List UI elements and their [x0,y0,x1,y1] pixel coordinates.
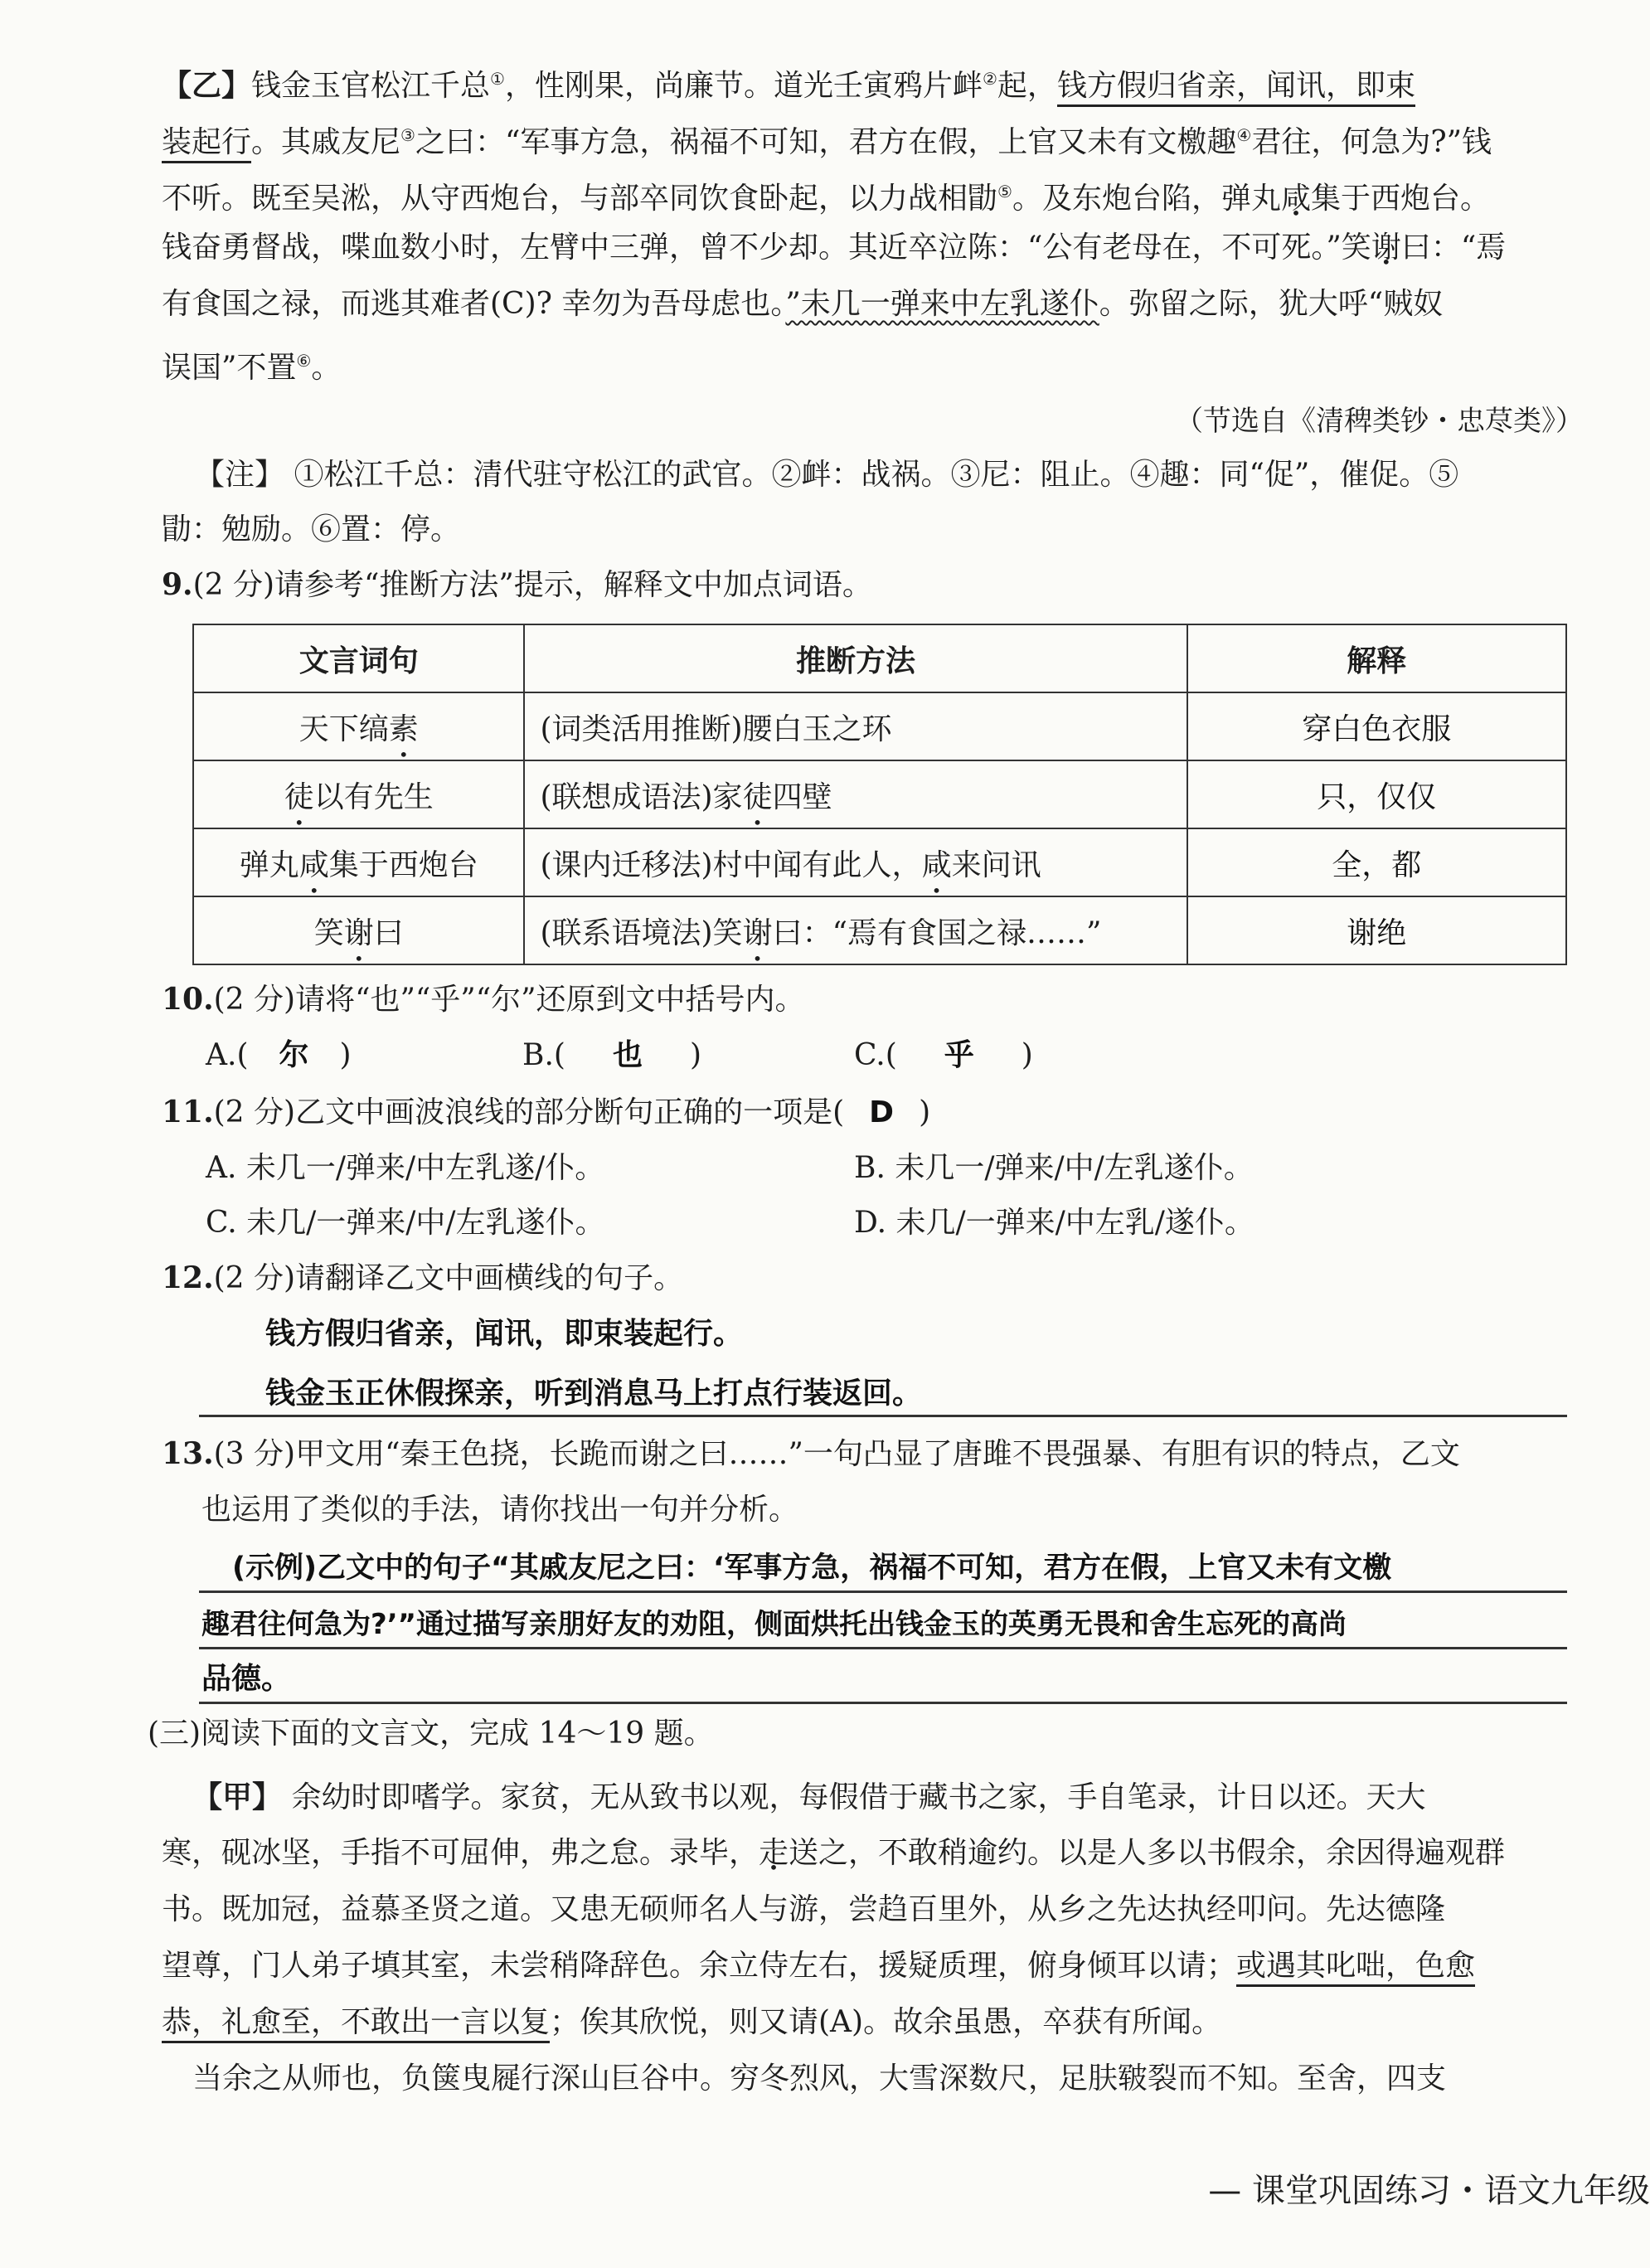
text: 误国”不置 [162,351,297,385]
text: 不听。既至吴淞，从守西炮台，与部卒同饮食卧起，以力战相勖 [162,182,998,216]
header-answer: 解释 [1187,624,1566,692]
table-row [193,896,1566,964]
text: 有食国之禄，而逃其难者(C)? 幸勿为吾母虑也。 [162,287,786,321]
handwritten-answer: 乎 [944,1038,974,1072]
dotted-word: 谢 [742,915,773,950]
choice-d: D. 未几/一弹来/中左乳/遂仆。 [854,1206,1254,1240]
handwritten-answer: 钱金玉正休假探亲，听到消息马上打点行装返回。 [265,1377,923,1411]
phrase-cell [193,896,524,964]
text: 曰：“焉有食国之禄……” [772,915,1102,950]
dotted-word: 谢 [1371,231,1401,265]
underlined-sentence: 或遇其叱咄，色愈 [1236,1949,1475,1987]
question-12 [162,1257,683,1299]
header-phrase: 文言词句 [193,624,524,692]
footnote-mark: ② [982,69,997,89]
method-cell [524,896,1187,964]
phrase-cell [193,828,524,896]
answer-cell: 穿白色衣服 [1187,692,1566,760]
text: 弹丸 [239,847,299,882]
underlined-sentence: 钱方假归省亲，闻讯，即束 [1057,69,1415,107]
text: 曰 [373,915,404,950]
handwritten-sentence: 钱方假归省亲，闻讯，即束装起行。 [265,1317,744,1351]
method-cell [524,692,1187,760]
text: ，性刚果，尚廉节。道光壬寅鸦片衅 [504,69,983,103]
dotted-word: 咸 [298,847,329,882]
handwritten-answer: 也 [612,1038,643,1072]
phrase-cell [193,760,524,828]
passage-line [192,1776,1425,1819]
table-row [193,692,1566,760]
text: 之曰：“军事方急，祸福不可知，君方在假，上官又未有文檄趣 [415,125,1237,159]
dotted-word: 素 [388,711,419,746]
method-cell [524,760,1187,828]
passage-line [162,227,1506,269]
text: (联想成语法)家 [540,779,743,814]
text: 。弥留之际，犹大呼“贼奴 [1099,287,1444,321]
text: 来问讯 [951,847,1041,882]
passage-line [162,1945,1475,1987]
handwritten-answer: 尔 [279,1038,309,1072]
text: ) [1021,1038,1033,1072]
option-label: C.( [854,1038,897,1072]
text: (课内迁移法)村中闻有此人， [540,847,922,882]
choice-b: B. 未几一/弹来/中/左乳遂仆。 [854,1151,1254,1185]
text: 以有先生 [313,779,434,814]
header-method: 推断方法 [524,624,1187,692]
table-row [193,760,1566,828]
question-11 [162,1091,930,1134]
answer-cell: 全，都 [1187,828,1566,896]
footnote-mark: ④ [1236,125,1252,145]
footnote-mark: ① [490,69,505,89]
question-13 [162,1433,1460,1475]
text: 起， [997,69,1057,103]
question-number: 9. [162,567,193,602]
question-text: 也运用了类似的手法，请你找出一句并分析。 [201,1493,799,1527]
answer-line [199,1415,1567,1417]
source-citation: （节选自《清稗类钞・忠荩类》） [1175,405,1584,438]
underlined-sentence: 装起行 [162,125,251,163]
question-text: (3 分)甲文用“秦王色挠，长跪而谢之曰……”一句凸显了唐雎不畏强暴、有胆有识的特点，乙文 [213,1437,1460,1471]
passage-line [162,2002,1221,2043]
text: 钱金玉官松江千总 [251,69,491,103]
phrase-cell [193,692,524,760]
answer-option [854,1035,1033,1076]
dotted-word: 谢 [343,915,374,950]
text: 天下缟 [298,711,389,746]
answer-line [199,1702,1567,1704]
dotted-word: 徒 [742,779,773,814]
answer-cell: 谢绝 [1187,896,1566,964]
inference-table [192,624,1567,965]
text: 笑 [313,915,344,950]
option-label: A.( [206,1038,249,1072]
handwritten-answer: 趣君往何急为?’”通过描写亲朋好友的劝阻，侧面烘托出钱金玉的英勇无畏和舍生忘死的高尚 [201,1608,1347,1641]
dotted-word: 徒 [284,779,314,814]
answer-option [522,1035,701,1076]
text: (词类活用推断)腰白玉之环 [540,711,892,746]
passage-tag: 【乙】 [162,68,252,103]
table-header-row [193,624,1566,692]
footnote-mark: ⑥ [296,351,312,371]
question-number: 12. [162,1260,214,1295]
underlined-sentence: 恭，礼愈至，不敢出一言以复 [162,2005,550,2043]
text: ) [689,1038,701,1072]
method-cell [524,828,1187,896]
text: 。 [311,351,342,385]
text: 四壁 [772,779,832,814]
choice-a: A. 未几一/弹来/中左乳遂/仆。 [206,1151,605,1185]
answer-line [199,1591,1567,1593]
section-heading: (三)阅读下面的文言文，完成 14～19 题。 [148,1717,714,1751]
page-footer: — 课堂巩固练习・语文九年级 [1208,2172,1650,2210]
text: 集于西炮台 [328,847,478,882]
passage-line [162,58,1415,107]
text: 送之，不敢稍逾约。以是人多以书假余，余因得遍观群 [789,1836,1506,1870]
handwritten-answer: (示例)乙文中的句子“其戚友尼之曰：‘军事方急，祸福不可知，君方在假，上官又未有文檄 [232,1552,1392,1585]
text: 寒，砚冰坚，手指不可屈伸，弗之怠。录毕， [162,1836,759,1870]
handwritten-answer: 品德。 [201,1662,292,1696]
question-9 [162,564,872,606]
choice-c: C. 未几/一弹来/中/左乳遂仆。 [206,1206,605,1240]
passage-line [162,284,1443,325]
question-text: (2 分)乙文中画波浪线的部分断句正确的一项是( [213,1095,845,1129]
question-number: 11. [162,1095,214,1129]
question-text: (2 分)请将“也”“乎”“尔”还原到文中括号内。 [213,983,805,1017]
text: 余幼时即嗜学。家贫，无从致书以观，每假借于藏书之家，手自笔录，计日以还。天大 [282,1780,1426,1814]
answer-line [199,1647,1567,1649]
table-row [193,828,1566,896]
question-number: 10. [162,982,214,1017]
dotted-word: 咸 [921,847,952,882]
footnote-mark: ⑤ [997,182,1012,202]
text: ) [339,1038,352,1072]
text: 曰：“焉 [1400,231,1507,265]
text: 。其戚友尼 [251,125,401,159]
answer-cell: 只，仅仅 [1187,760,1566,828]
notes-line: 勖：勉励。⑥置：停。 [162,512,461,546]
text: 望尊，门人弟子填其室，未尝稍降辞色。余立侍左右，援疑质理，俯身倾耳以请； [162,1949,1237,1983]
passage-line [162,1833,1505,1874]
passage-line [162,340,341,389]
passage-line: 书。既加冠，益慕圣贤之道。又患无硕师名人与游，尝趋百里外，从乡之先达执经叩问。先达德隆 [162,1892,1446,1926]
answer-option [206,1035,352,1076]
text: 君往，何急为?”钱 [1251,125,1492,159]
footnote-mark: ③ [400,125,415,145]
question-10 [162,979,805,1021]
option-label: B.( [522,1038,565,1072]
text: 。及东炮台陷，弹丸 [1012,182,1281,216]
handwritten-answer: D [869,1095,895,1129]
question-text: (2 分)请参考“推断方法”提示，解释文中加点词语。 [192,568,872,602]
text: 集于西炮台。 [1310,182,1490,216]
dotted-word: 咸 [1280,182,1311,216]
text: 钱奋勇督战，喋血数小时，左臂中三弹，曾不少却。其近卒泣陈：“公有老母在，不可死。”笑 [162,231,1371,265]
text: ) [919,1095,931,1129]
notes-line: 【注】 ①松江千总：清代驻守松江的武官。②衅：战祸。③尼：阻止。④趣：同“促”，催促。⑤ [195,458,1459,492]
dotted-word: 走 [759,1836,789,1870]
question-text: (2 分)请翻译乙文中画横线的句子。 [213,1261,684,1295]
passage-line: 当余之从师也，负箧曳屣行深山巨谷中。穷冬烈风，大雪深数尺，足肤皲裂而不知。至舍，四支 [192,2062,1447,2096]
question-number: 13. [162,1436,214,1471]
passage-line [162,114,1492,163]
passage-line [162,171,1490,220]
text: ；俟其欣悦，则又请(A)。故余虽愚，卒获有所闻。 [550,2005,1222,2039]
wavy-underlined-sentence: ”未几一弹来中左乳遂仆 [785,287,1099,321]
passage-tag: 【甲】 [192,1780,283,1814]
text: (联系语境法)笑 [540,915,743,950]
